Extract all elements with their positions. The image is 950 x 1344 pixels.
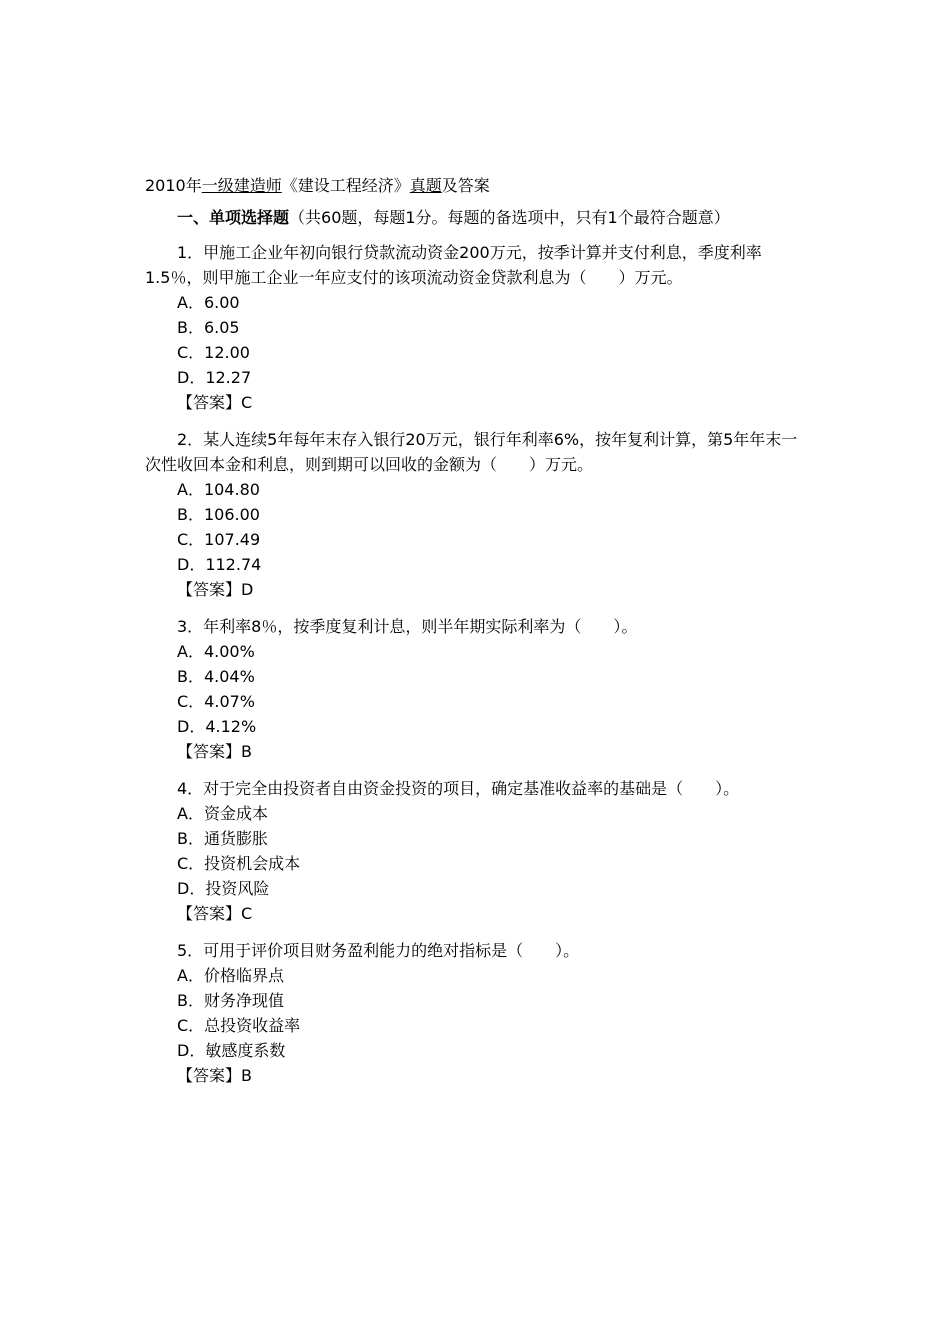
option-a: A．价格临界点 xyxy=(177,966,284,985)
title-tail: 及答案 xyxy=(441,176,490,195)
option-d: D．112.74 xyxy=(177,555,262,574)
question-4 xyxy=(145,776,810,926)
option-d: D．12.27 xyxy=(177,368,252,387)
section-heading xyxy=(145,208,810,228)
title-year: 2010年 xyxy=(145,176,202,195)
option-a: A．6.00 xyxy=(177,293,240,312)
question-stem: 4．对于完全由投资者自由资金投资的项目，确定基准收益率的基础是（ ）。 xyxy=(177,779,740,798)
option-c: C．投资机会成本 xyxy=(177,854,301,873)
option-c: C．总投资收益率 xyxy=(177,1016,301,1035)
document-title xyxy=(145,176,810,196)
question-stem: 2．某人连续5年每年末存入银行20万元，银行年利率6%，按年复利计算，第5年年末一次性收回本金和利息，则到期可以回收的金额为（ ）万元。 xyxy=(145,430,798,474)
question-3 xyxy=(145,614,810,764)
answer: 【答案】B xyxy=(177,1066,252,1085)
option-a: A．4.00% xyxy=(177,642,255,661)
option-a: A．104.80 xyxy=(177,480,260,499)
question-2 xyxy=(145,427,810,602)
option-d: D．敏感度系数 xyxy=(177,1041,286,1060)
question-stem: 1．甲施工企业年初向银行贷款流动资金200万元，按季计算并支付利息，季度利率1.5％，则甲施工企业一年应支付的该项流动资金贷款利息为（ ）万元。 xyxy=(145,243,762,287)
option-d: D．4.12% xyxy=(177,717,257,736)
option-b: B．财务净现值 xyxy=(177,991,284,1010)
option-d: D．投资风险 xyxy=(177,879,270,898)
option-b: B．106.00 xyxy=(177,505,260,524)
option-b: B．通货膨胀 xyxy=(177,829,268,848)
answer: 【答案】C xyxy=(177,904,253,923)
option-a: A．资金成本 xyxy=(177,804,268,823)
title-link-constructor[interactable]: 一级建造师 xyxy=(201,176,282,195)
title-book: 《建设工程经济》 xyxy=(281,176,410,195)
section-heading-bold: 一、单项选择题 xyxy=(177,208,290,227)
option-b: B．4.04% xyxy=(177,667,255,686)
question-stem: 3．年利率8％，按季度复利计息，则半年期实际利率为（ ）。 xyxy=(177,617,638,636)
answer: 【答案】B xyxy=(177,742,252,761)
document-page xyxy=(145,176,810,1100)
question-stem: 5．可用于评价项目财务盈利能力的绝对指标是（ ）。 xyxy=(177,941,580,960)
option-c: C．4.07% xyxy=(177,692,256,711)
answer: 【答案】C xyxy=(177,393,253,412)
option-c: C．107.49 xyxy=(177,530,261,549)
answer: 【答案】D xyxy=(177,580,254,599)
title-link-exam[interactable]: 真题 xyxy=(409,176,442,195)
option-c: C．12.00 xyxy=(177,343,250,362)
question-5 xyxy=(145,938,810,1088)
section-heading-note: （共60题，每题1分。每题的备选项中，只有1个最符合题意） xyxy=(289,208,730,227)
question-1 xyxy=(145,240,810,415)
option-b: B．6.05 xyxy=(177,318,240,337)
